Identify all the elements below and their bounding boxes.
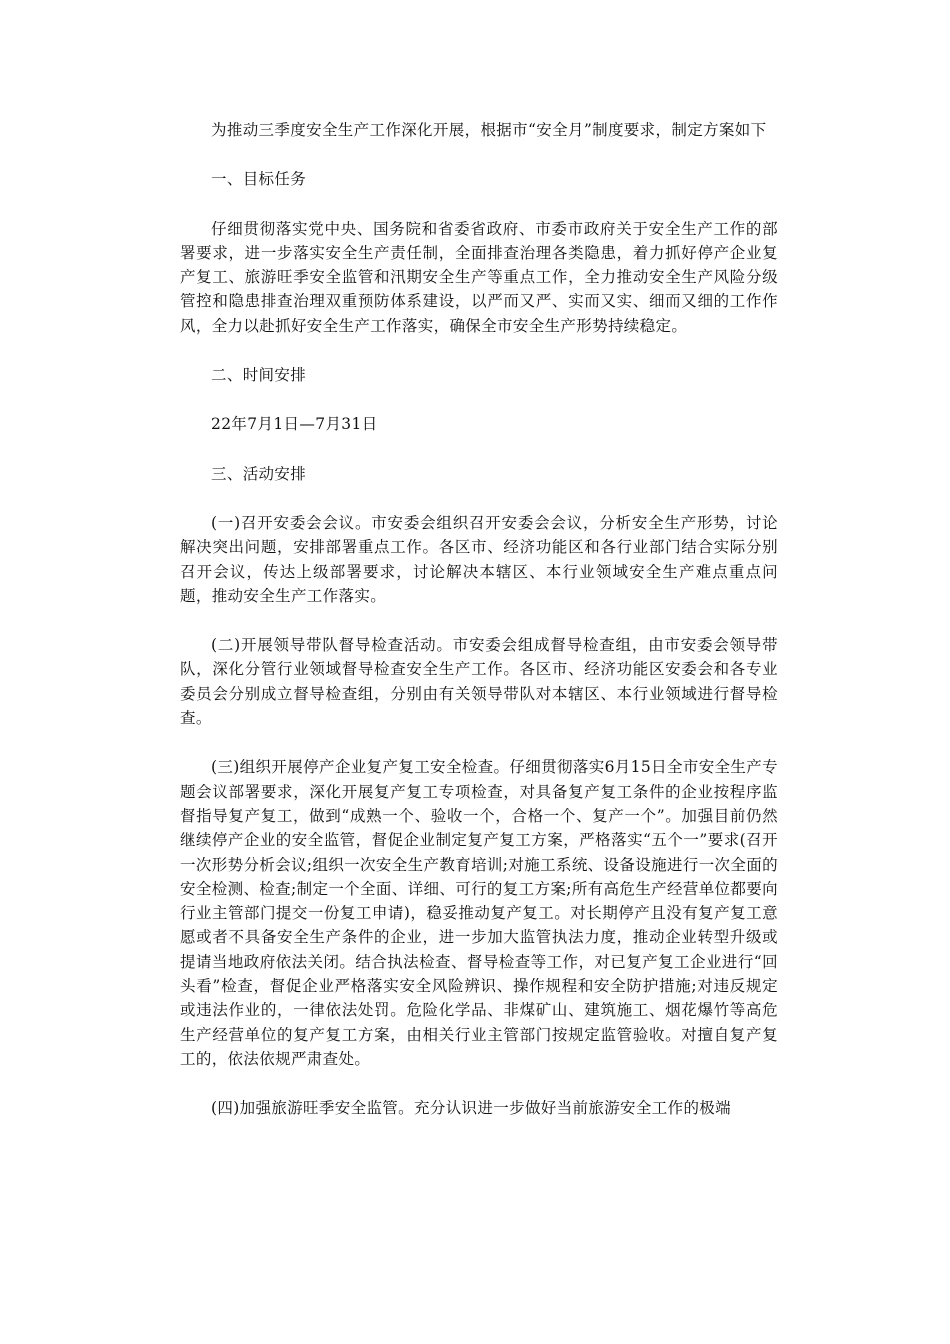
activity-item-4: (四)加强旅游旺季安全监管。充分认识进一步做好当前旅游安全工作的极端 — [211, 1099, 731, 1118]
document-page — [180, 118, 778, 1121]
intro-paragraph: 为推动三季度安全生产工作深化开展，根据市“安全月”制度要求，制定方案如下 — [211, 121, 767, 139]
activity-item-1: (一)召开安委会会议。市安委会组织召开安委会会议，分析安全生产形势，讨论解决突出问题，安排部署重点工作。各区市、经济功能区和各行业部门结合实际分别召开会议，传达上级部署要求，讨论解决本辖区、本行业领域安全生产难点重点问题，推动安全生产工作落实。 — [180, 513, 778, 605]
goals-paragraph: 仔细贯彻落实党中央、国务院和省委省政府、市委市政府关于安全生产工作的部署要求，进一步落实安全生产责任制，全面排查治理各类隐患，着力抓好停产企业复产复工、旅游旺季安全监管和汛期安全生产等重点工作，全力推动安全生产风险分级管控和隐患排查治理双重预防体系建设，以严而又严、实而又实、细而又细的工作作风，全力以赴抓好安全生产工作落实，确保全市安全生产形势持续稳定。 — [180, 219, 778, 335]
section-heading-activities: 三、活动安排 — [211, 464, 307, 483]
section-heading-goals: 一、目标任务 — [211, 170, 307, 189]
schedule-dates: 22年7月1日—7月31日 — [211, 415, 378, 434]
activity-item-2: (二)开展领导带队督导检查活动。市安委会组成督导检查组，由市安委会领导带队，深化分管行业领域督导检查安全生产工作。各区市、经济功能区安委会和各专业委员会分别成立督导检查组，分别由有关领导带队对本辖区、本行业领域进行督导检查。 — [180, 636, 778, 728]
activity-item-3: (三)组织开展停产企业复产复工安全检查。仔细贯彻落实6月15日全市安全生产专题会议部署要求，深化开展复产复工专项检查，对具备复产复工条件的企业按程序监督指导复产复工，做到“成熟一个、验收一个，合格一个、复产一个”。加强目前仍然继续停产企业的安全监管，督促企业制定复产复工方案，严格落实“五个一”要求(召开一次形势分析会议;组织一次安全生产教育培训;对施工系统、设备设施进行一次全面的安全检测、检查;制定一个全面、详细、可行的复工方案;所有高危生产经营单位都要向行业主管部门提交一份复工申请)，稳妥推动复产复工。对长期停产且没有复产复工意愿或者不具备安全生产条件的企业，进一步加大监管执法力度，推动企业转型升级或提请当地政府依法关闭。结合执法检查、督导检查等工作，对已复产复工企业进行“回头看”检查，督促企业严格落实安全风险辨识、操作规程和安全防护措施;对违反规定或违法作业的，一律依法处罚。危险化学品、非煤矿山、建筑施工、烟花爆竹等高危生产经营单位的复产复工方案，由相关行业主管部门按规定监管验收。对擅自复产复工的，依法依规严肃查处。 — [180, 758, 778, 1068]
section-heading-schedule: 二、时间安排 — [211, 366, 307, 385]
